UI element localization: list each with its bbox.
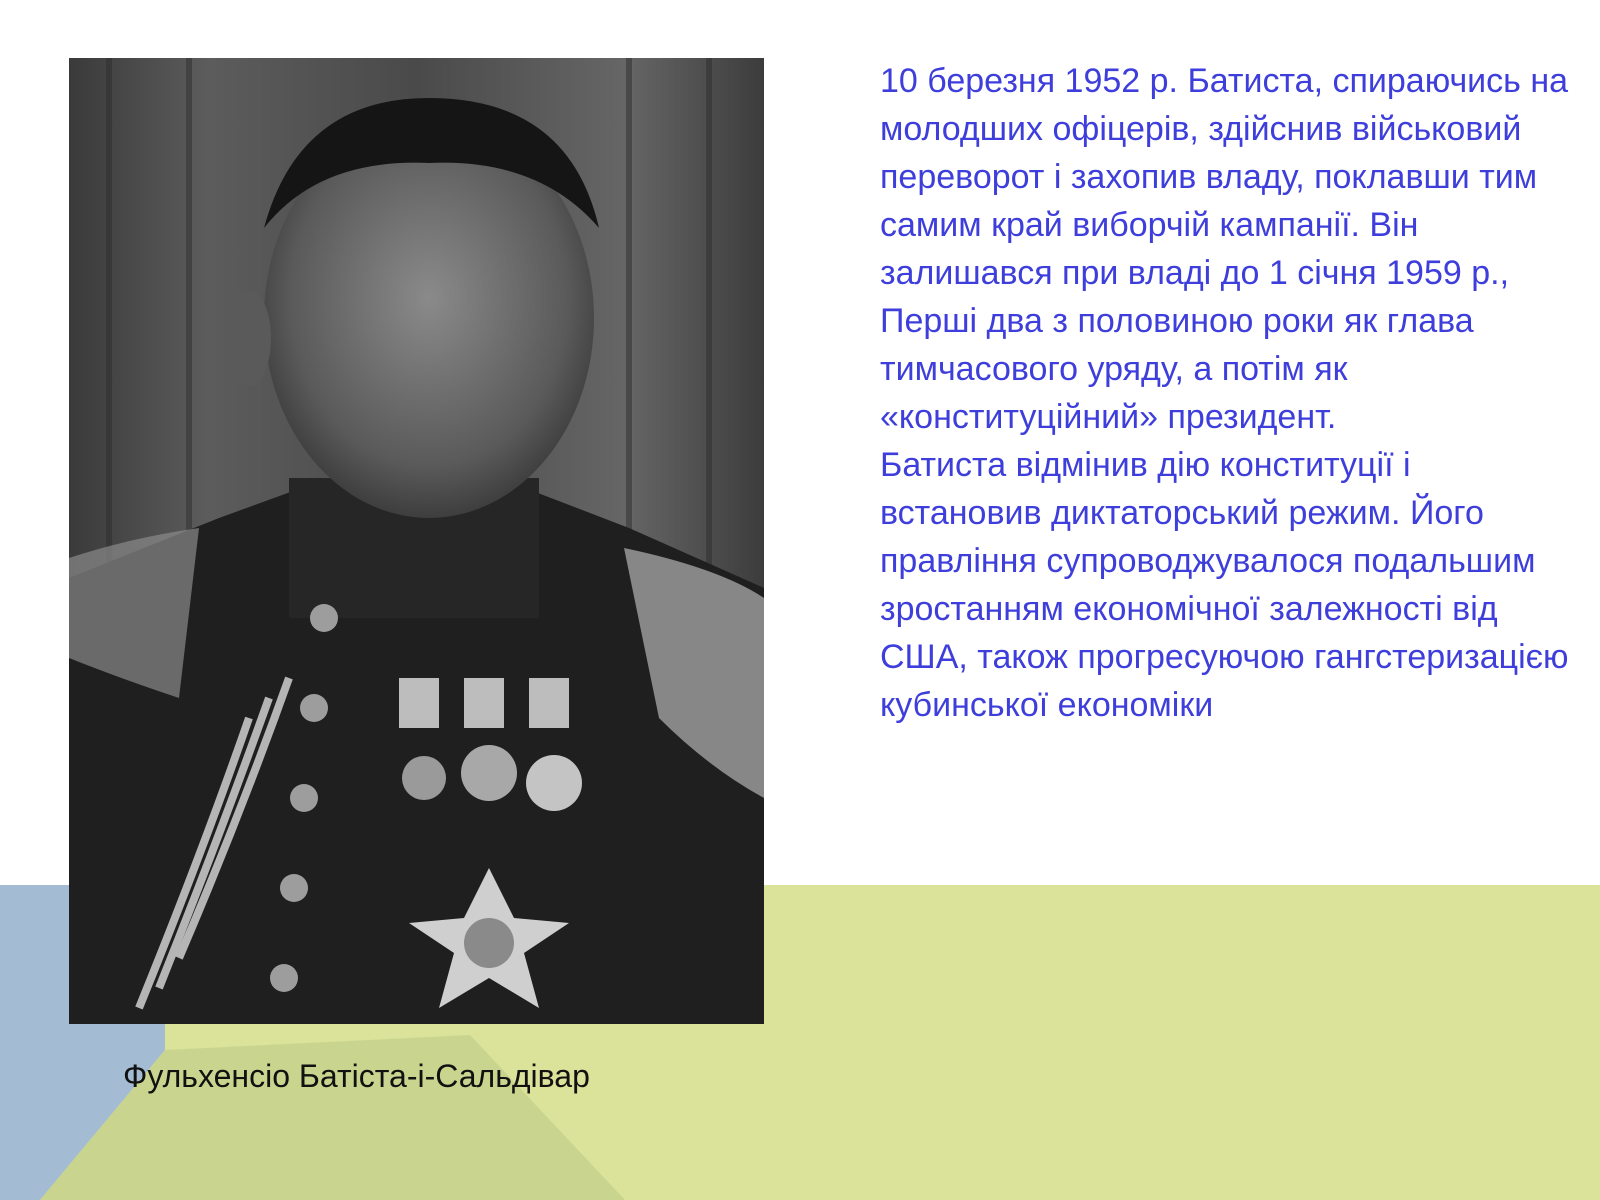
paragraph-dictatorship: Батиста відмінив дію конституції і встановив диктаторський режим. Його правління супроводжувалося подальшим зростанням економічної залежності від США, також прогресуючою гангстеризацією кубинської економіки: [880, 446, 1569, 724]
photo-caption: Фульхенсіо Батіста-і-Сальдівар: [123, 1058, 590, 1094]
paragraph-coup: 10 березня 1952 р. Батиста, спираючись на молодших офіцерів, здійснив військовий переворот і захопив владу, поклавши тим самим край виборчій кампанії. Він залишався при владі до 1 січня 1959 р., Перші два з половиною роки як глава тимчасового уряду, а потім як «конституційний» президент.: [880, 62, 1569, 436]
portrait-photo: [69, 58, 764, 1024]
slide-body-text: [880, 57, 1580, 729]
